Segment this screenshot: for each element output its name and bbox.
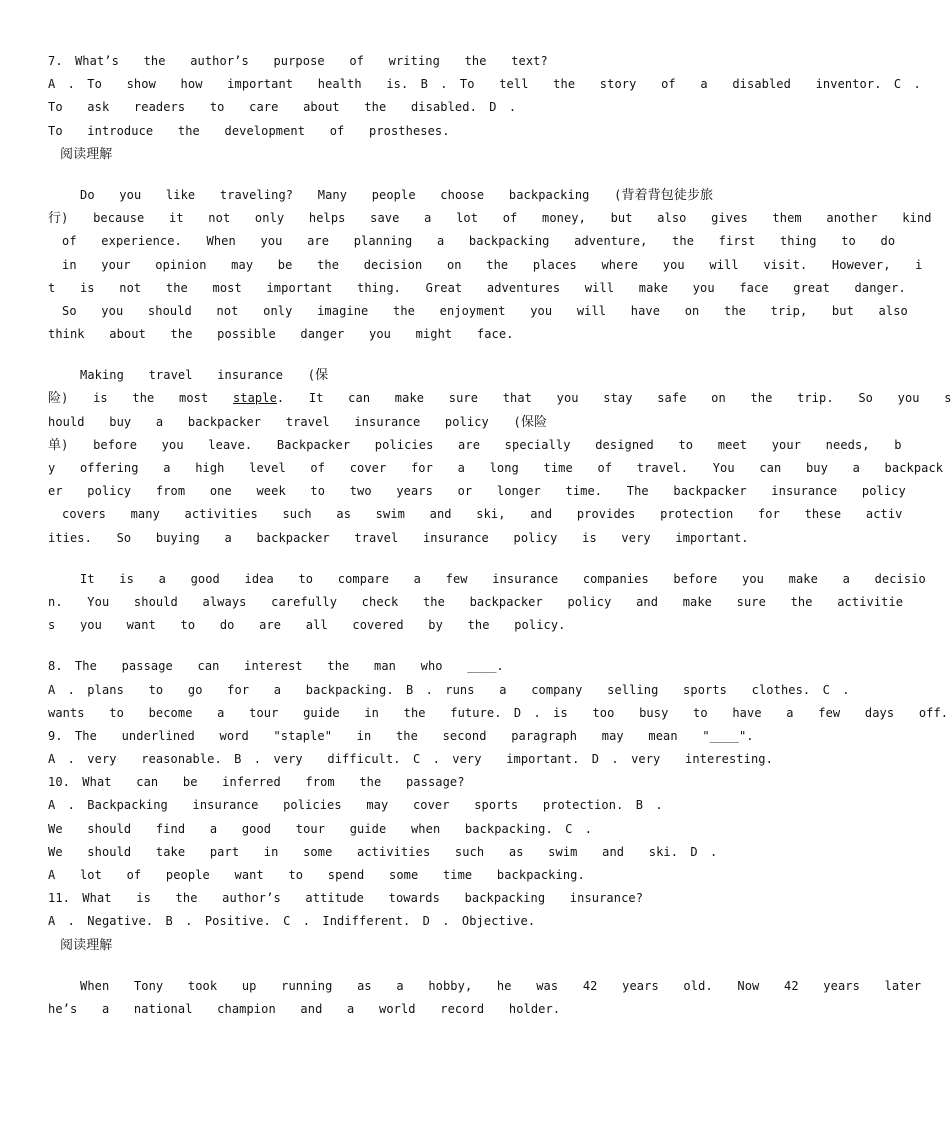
- passage-line: n. You should always carefully check the backpacker policy and make sure the activitie: [48, 594, 904, 609]
- passage-line: er policy from one week to two years or longer time. The backpacker insurance policy: [48, 484, 906, 499]
- question-11-stem: 11. What is the author’s attitude towards backpacking insurance?: [48, 891, 644, 906]
- question-10-options-line: A lot of people want to spend some time backpacking.: [48, 868, 585, 882]
- section-heading-reading: 阅读理解: [60, 146, 113, 162]
- paragraph-gap: [48, 346, 748, 364]
- passage-line: he’s a national champion and a world record holder.: [48, 1001, 561, 1016]
- question-10-options-line: A . Backpacking insurance policies may cover sports protection. B .: [48, 798, 663, 813]
- paragraph-gap: [48, 957, 748, 975]
- questions-8-11-block: [48, 655, 949, 933]
- passage-2-paragraph-1: [48, 975, 922, 1021]
- passage-line: in your opinion may be the decision on the places where you will visit. However, i: [62, 257, 923, 272]
- passage-line: When Tony took up running as a hobby, he was 42 years old. Now 42 years later: [80, 978, 922, 993]
- passage-line: think about the possible danger you might face.: [48, 327, 514, 342]
- passage-paragraph-3: [48, 568, 926, 638]
- passage-paragraph-1: [48, 184, 932, 346]
- passage-line: So you should not only imagine the enjoyment you will have on the trip, but also: [62, 303, 908, 318]
- paragraph-gap: [48, 550, 748, 568]
- question-10-options-line: We should find a good tour guide when backpacking. C .: [48, 821, 593, 836]
- passage-line: 单) before you leave. Backpacker policies are specially designed to meet your needs, b: [48, 437, 902, 453]
- question-7-options-line: To introduce the development of prostheses.: [48, 123, 450, 138]
- question-7-block: [48, 50, 921, 143]
- section-heading-reading: 阅读理解: [60, 937, 113, 953]
- question-10-stem: 10. What can be inferred from the passage?: [48, 775, 465, 790]
- question-7-options-line: A . To show how important health is. B . To tell the story of a disabled inventor. C .: [48, 77, 921, 92]
- passage-paragraph-2: [48, 364, 952, 550]
- passage-line: y offering a high level of cover for a long time of travel. You can buy a backpack: [48, 461, 944, 475]
- document-page: [48, 50, 952, 1021]
- question-9-stem: 9. The underlined word "staple" in the second paragraph may mean "____".: [48, 728, 754, 743]
- question-8-options-line: A . plans to go for a backpacking. B . runs a company selling sports clothes. C .: [48, 682, 850, 697]
- underlined-word-staple: staple: [232, 391, 277, 406]
- question-7-options-line: To ask readers to care about the disabled. D .: [48, 100, 517, 115]
- passage-line: Making travel insurance (保: [80, 368, 329, 384]
- question-7-stem: 7. What’s the author’s purpose of writing the text?: [48, 54, 548, 68]
- question-8-options-line: wants to become a tour guide in the future. D . is too busy to have a few days off.: [48, 705, 949, 720]
- passage-line: Do you like traveling? Many people choose backpacking (背着背包徒步旅: [80, 187, 714, 203]
- question-9-options-line: A . very reasonable. B . very difficult. C . very important. D . very interesting.: [48, 752, 773, 767]
- passage-line: It is a good idea to compare a few insurance companies before you make a decisio: [80, 571, 926, 586]
- paragraph-gap: [48, 637, 748, 655]
- question-10-options-line: We should take part in some activities such as swim and ski. D .: [48, 844, 718, 859]
- passage-line: t is not the most important thing. Great adventures will make you face great danger.: [48, 280, 906, 295]
- question-11-options-line: A . Negative. B . Positive. C . Indifferent. D . Objective.: [48, 914, 536, 929]
- passage-line: covers many activities such as swim and ski, and provides protection for these activ: [62, 507, 903, 522]
- paragraph-gap: [48, 166, 748, 184]
- passage-line: 行) because it not only helps save a lot of money, but also gives them another kind: [48, 211, 932, 227]
- passage-line: hould buy a backpacker travel insurance policy (保险: [48, 414, 548, 430]
- passage-line: s you want to do are all covered by the policy.: [48, 618, 566, 633]
- passage-line: ities. So buying a backpacker travel insurance policy is very important.: [48, 530, 749, 545]
- passage-line: of experience. When you are planning a backpacking adventure, the first thing to do: [62, 234, 896, 249]
- question-8-stem: 8. The passage can interest the man who ____.: [48, 659, 504, 674]
- passage-line: 险) is the most staple. It can make sure that you stay safe on the trip. So you s: [48, 391, 952, 407]
